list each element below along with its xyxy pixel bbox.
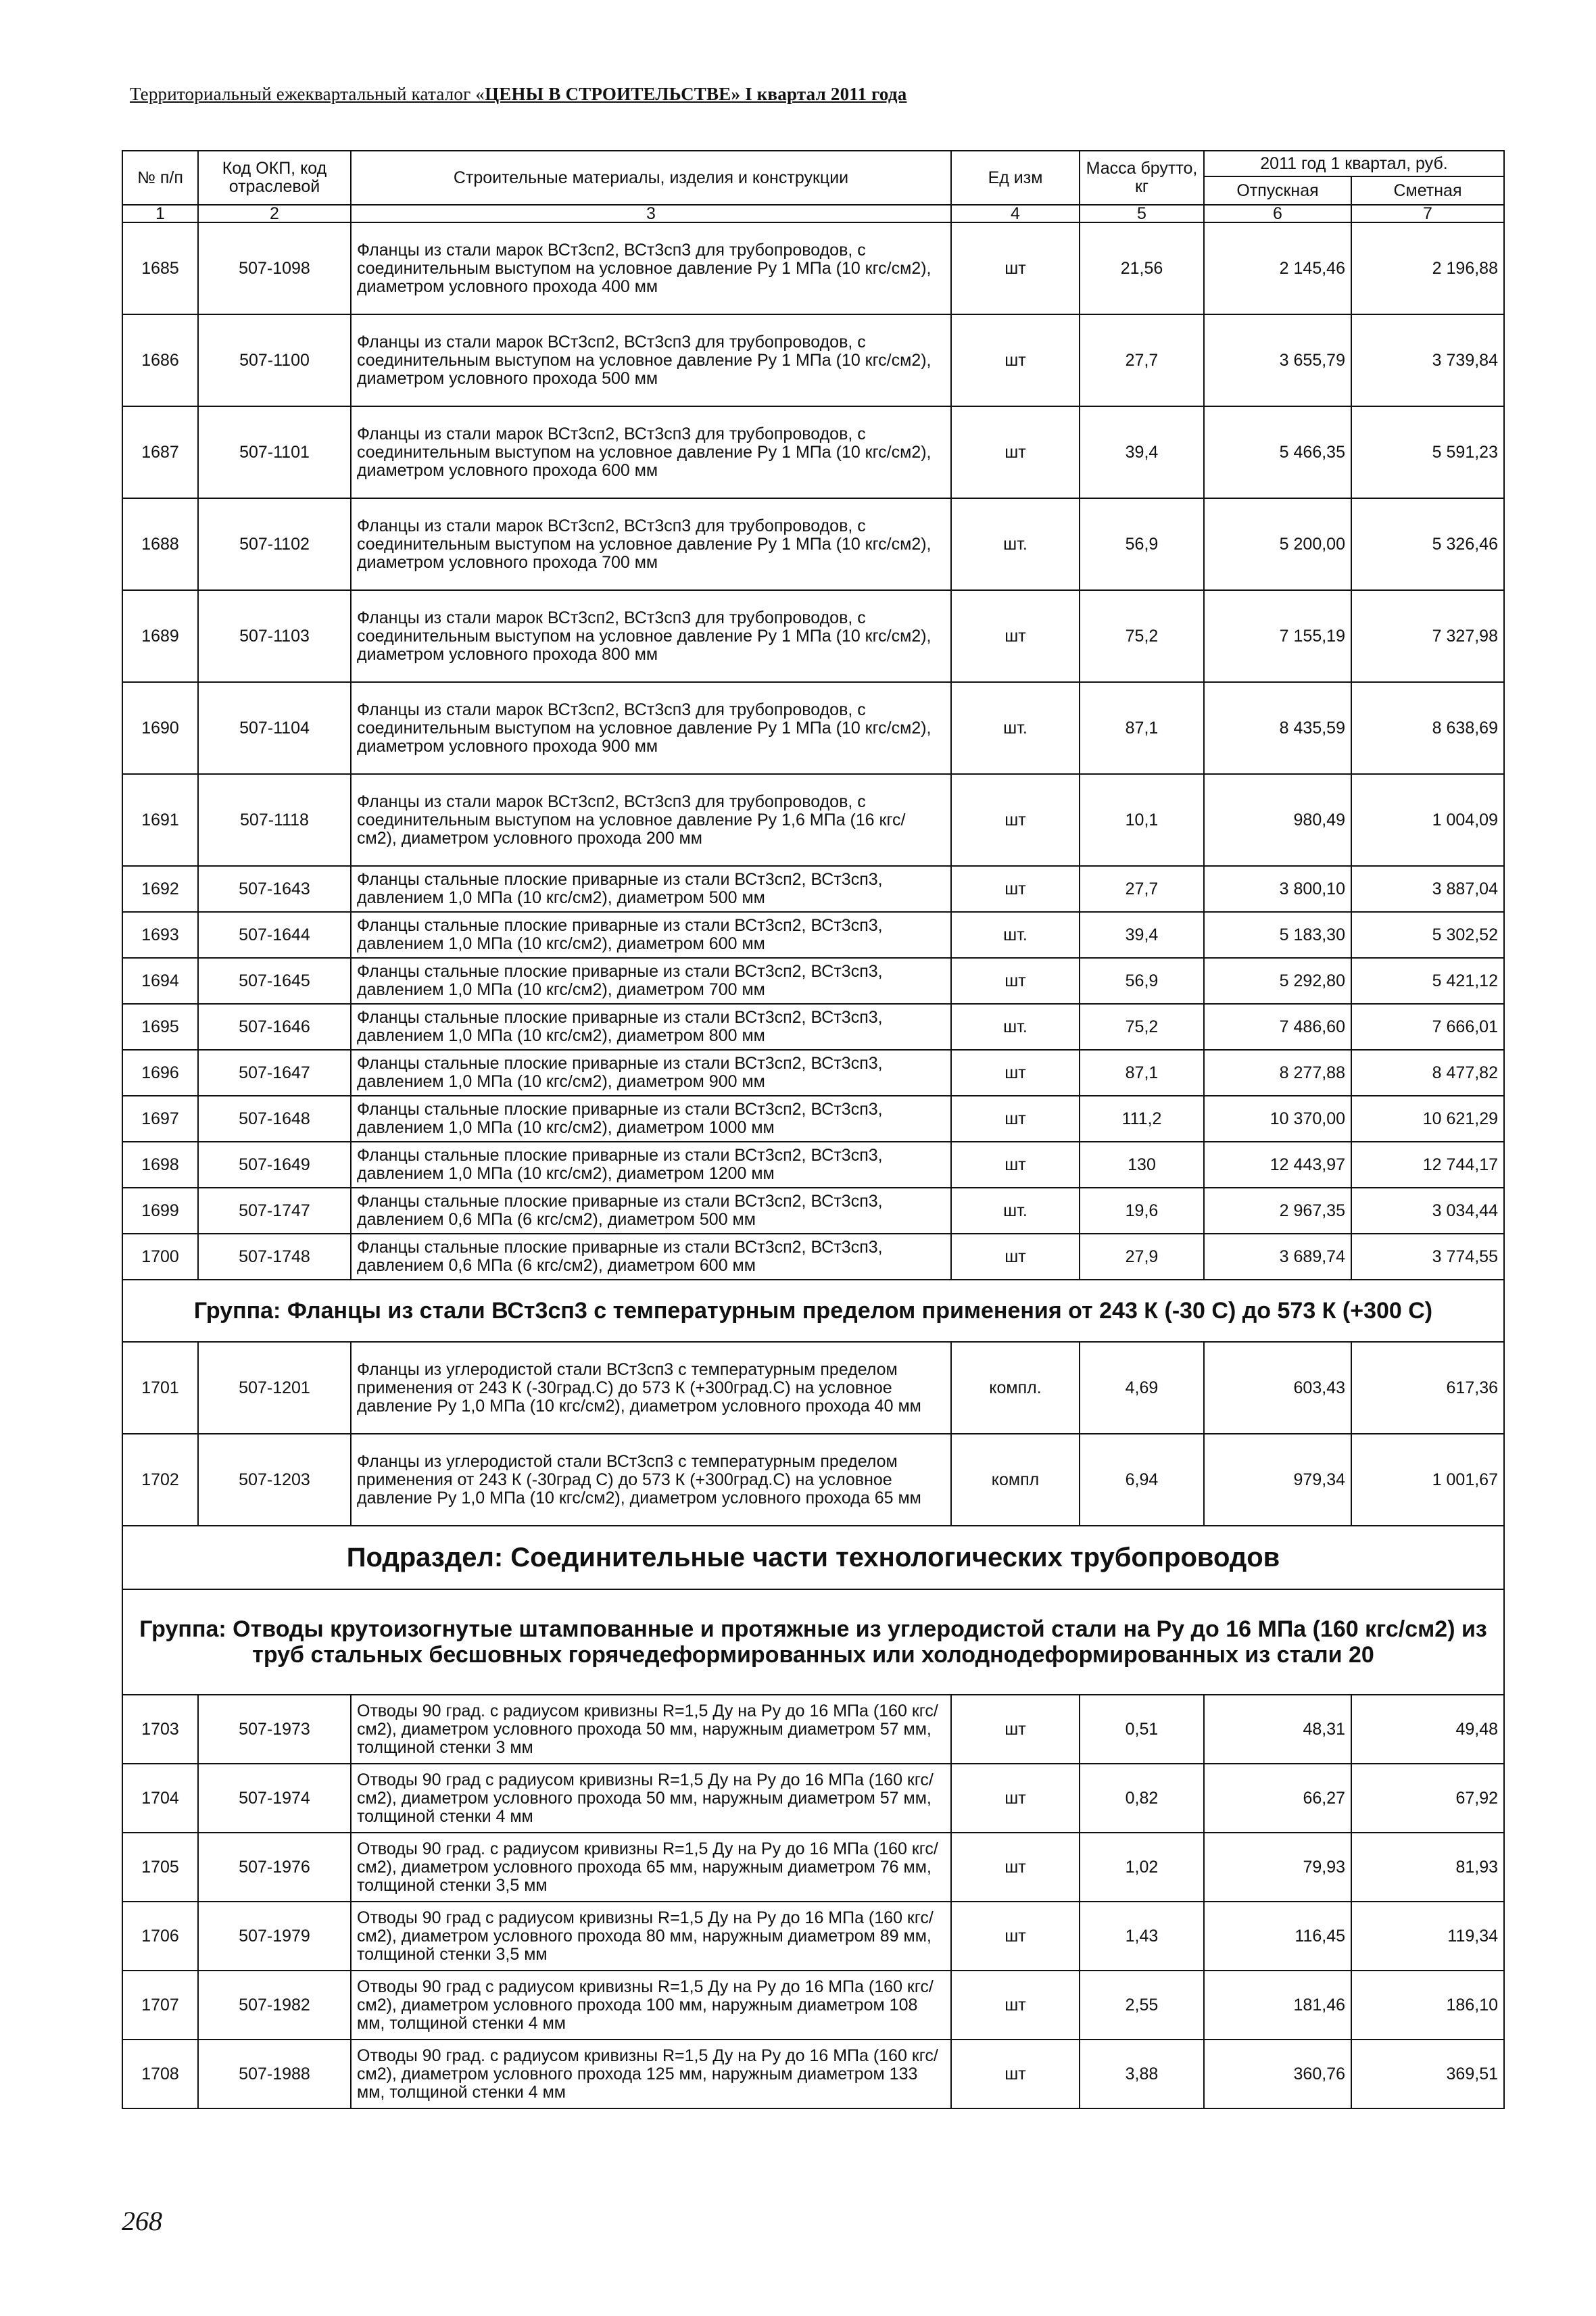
row-number: 1686 <box>122 314 198 406</box>
col-number: 5 <box>1080 205 1204 222</box>
table-row <box>122 1004 1504 1050</box>
row-mass: 111,2 <box>1080 1096 1204 1142</box>
row-code: 507-1203 <box>198 1434 351 1526</box>
row-unit: шт. <box>951 1004 1080 1050</box>
row-unit: шт <box>951 222 1080 314</box>
row-estimate-price: 5 302,52 <box>1351 912 1504 958</box>
row-number: 1691 <box>122 774 198 866</box>
row-estimate-price: 7 666,01 <box>1351 1004 1504 1050</box>
row-description: Отводы 90 град. с радиусом кривизны R=1,5 Ду на Ру до 16 МПа (160 кгс/см2), диаметром условного прохода 125 мм, наружным диаметром 133 мм, толщиной стенки 4 мм <box>351 2040 951 2108</box>
row-unit: шт <box>951 958 1080 1004</box>
group-bends <box>122 1589 1504 1695</box>
subsection-heading: Подраздел: Соединительные части технологических трубопроводов <box>122 1526 1504 1589</box>
row-unit: шт <box>951 590 1080 682</box>
row-code: 507-1979 <box>198 1902 351 1971</box>
row-description: Фланцы стальные плоские приварные из стали ВСт3сп2, ВСт3сп3, давлением 1,0 МПа (10 кгс/см2), диаметром 700 мм <box>351 958 951 1004</box>
row-number: 1698 <box>122 1142 198 1188</box>
col-header-release: Отпускная <box>1204 176 1351 205</box>
row-code: 507-1976 <box>198 1833 351 1902</box>
price-catalog-table <box>122 150 1505 2109</box>
table-row <box>122 682 1504 774</box>
row-code: 507-1649 <box>198 1142 351 1188</box>
group-flanges-temperature <box>122 1280 1504 1342</box>
page-number: 268 <box>122 2206 162 2236</box>
row-number: 1704 <box>122 1764 198 1833</box>
row-mass: 10,1 <box>1080 774 1204 866</box>
rows-flanges-temperature <box>122 1342 1504 1526</box>
row-unit: шт <box>951 314 1080 406</box>
row-release-price: 3 689,74 <box>1204 1234 1351 1280</box>
row-estimate-price: 8 477,82 <box>1351 1050 1504 1096</box>
row-description: Отводы 90 град с радиусом кривизны R=1,5 Ду на Ру до 16 МПа (160 кгс/см2), диаметром условного прохода 50 мм, наружным диаметром 57 мм, толщиной стенки 4 мм <box>351 1764 951 1833</box>
row-mass: 3,88 <box>1080 2040 1204 2108</box>
row-release-price: 116,45 <box>1204 1902 1351 1971</box>
table-row <box>122 774 1504 866</box>
col-number: 1 <box>122 205 198 222</box>
row-code: 507-1646 <box>198 1004 351 1050</box>
header-suffix: » I квартал 2011 года <box>731 84 907 104</box>
table-row <box>122 1096 1504 1142</box>
row-release-price: 5 466,35 <box>1204 406 1351 498</box>
table-row <box>122 912 1504 958</box>
row-description: Фланцы стальные плоские приварные из стали ВСт3сп2, ВСт3сп3, давлением 0,6 МПа (6 кгс/см2), диаметром 600 мм <box>351 1234 951 1280</box>
subsection-block <box>122 1526 1504 1589</box>
row-estimate-price: 49,48 <box>1351 1695 1504 1764</box>
row-estimate-price: 369,51 <box>1351 2040 1504 2108</box>
table-row <box>122 1050 1504 1096</box>
row-number: 1707 <box>122 1971 198 2040</box>
row-description: Фланцы из углеродистой стали ВСт3сп3 с температурным пределом применения от 243 К (-30град С) до 573 К (+300град.С) на условное давление Ру 1,0 МПа (10 кгс/см2), диаметром условного прохода 65 мм <box>351 1434 951 1526</box>
row-mass: 56,9 <box>1080 958 1204 1004</box>
row-estimate-price: 5 326,46 <box>1351 498 1504 590</box>
row-number: 1697 <box>122 1096 198 1142</box>
row-release-price: 5 200,00 <box>1204 498 1351 590</box>
row-estimate-price: 10 621,29 <box>1351 1096 1504 1142</box>
row-unit: шт. <box>951 498 1080 590</box>
group-heading: Группа: Фланцы из стали ВСт3сп3 с температурным пределом применения от 243 К (-30 С) до 573 К (+300 С) <box>122 1280 1504 1342</box>
col-number: 2 <box>198 205 351 222</box>
row-unit: компл <box>951 1434 1080 1526</box>
rows-flanges-collar <box>122 222 1504 866</box>
row-release-price: 980,49 <box>1204 774 1351 866</box>
header-title: ЦЕНЫ В СТРОИТЕЛЬСТВЕ <box>485 84 731 104</box>
row-estimate-price: 617,36 <box>1351 1342 1504 1434</box>
row-estimate-price: 3 774,55 <box>1351 1234 1504 1280</box>
row-mass: 21,56 <box>1080 222 1204 314</box>
row-code: 507-1982 <box>198 1971 351 2040</box>
row-description: Фланцы из стали марок ВСт3сп2, ВСт3сп3 для трубопроводов, с соединительным выступом на условное давление Ру 1 МПа (10 кгс/см2), диаметром условного прохода 500 мм <box>351 314 951 406</box>
col-header-mass: Масса брутто, кг <box>1080 151 1204 205</box>
page-header <box>130 84 906 105</box>
row-number: 1701 <box>122 1342 198 1434</box>
row-number: 1694 <box>122 958 198 1004</box>
row-mass: 27,7 <box>1080 314 1204 406</box>
table-row <box>122 222 1504 314</box>
row-code: 507-1988 <box>198 2040 351 2108</box>
row-description: Фланцы из стали марок ВСт3сп2, ВСт3сп3 для трубопроводов, с соединительным выступом на условное давление Ру 1 МПа (10 кгс/см2), диаметром условного прохода 800 мм <box>351 590 951 682</box>
table-row <box>122 498 1504 590</box>
row-release-price: 360,76 <box>1204 2040 1351 2108</box>
row-unit: шт <box>951 1902 1080 1971</box>
table-row <box>122 2040 1504 2108</box>
row-release-price: 979,34 <box>1204 1434 1351 1526</box>
row-mass: 6,94 <box>1080 1434 1204 1526</box>
row-number: 1685 <box>122 222 198 314</box>
table-row <box>122 866 1504 912</box>
row-code: 507-1201 <box>198 1342 351 1434</box>
row-code: 507-1748 <box>198 1234 351 1280</box>
row-description: Фланцы из углеродистой стали ВСт3сп3 с температурным пределом применения от 243 К (-30град.С) до 573 К (+300град.С) на условное давление Ру 1,0 МПа (10 кгс/см2), диаметром условного прохода 40 мм <box>351 1342 951 1434</box>
col-header-period: 2011 год 1 квартал, руб. <box>1204 151 1504 176</box>
row-code: 507-1643 <box>198 866 351 912</box>
row-code: 507-1648 <box>198 1096 351 1142</box>
row-unit: шт. <box>951 682 1080 774</box>
row-unit: шт <box>951 866 1080 912</box>
table-row <box>122 406 1504 498</box>
row-estimate-price: 186,10 <box>1351 1971 1504 2040</box>
row-number: 1696 <box>122 1050 198 1096</box>
row-code: 507-1645 <box>198 958 351 1004</box>
row-description: Фланцы стальные плоские приварные из стали ВСт3сп2, ВСт3сп3, давлением 1,0 МПа (10 кгс/см2), диаметром 800 мм <box>351 1004 951 1050</box>
row-mass: 1,43 <box>1080 1902 1204 1971</box>
table-row <box>122 1695 1504 1764</box>
row-code: 507-1098 <box>198 222 351 314</box>
col-number: 4 <box>951 205 1080 222</box>
row-number: 1689 <box>122 590 198 682</box>
table-row <box>122 314 1504 406</box>
row-release-price: 79,93 <box>1204 1833 1351 1902</box>
row-unit: шт. <box>951 912 1080 958</box>
table-row <box>122 1234 1504 1280</box>
col-header-estimate: Сметная <box>1351 176 1504 205</box>
row-mass: 75,2 <box>1080 590 1204 682</box>
row-description: Фланцы стальные плоские приварные из стали ВСт3сп2, ВСт3сп3, давлением 1,0 МПа (10 кгс/см2), диаметром 500 мм <box>351 866 951 912</box>
row-unit: шт <box>951 1971 1080 2040</box>
col-number: 6 <box>1204 205 1351 222</box>
table-row <box>122 1764 1504 1833</box>
row-unit: шт <box>951 406 1080 498</box>
table-row <box>122 1902 1504 1971</box>
row-description: Фланцы стальные плоские приварные из стали ВСт3сп2, ВСт3сп3, давлением 1,0 МПа (10 кгс/см2), диаметром 600 мм <box>351 912 951 958</box>
row-release-price: 66,27 <box>1204 1764 1351 1833</box>
row-description: Фланцы стальные плоские приварные из стали ВСт3сп2, ВСт3сп3, давлением 1,0 МПа (10 кгс/см2), диаметром 900 мм <box>351 1050 951 1096</box>
row-release-price: 48,31 <box>1204 1695 1351 1764</box>
row-unit: шт <box>951 1764 1080 1833</box>
table-row <box>122 1188 1504 1234</box>
row-mass: 130 <box>1080 1142 1204 1188</box>
table-row <box>122 1142 1504 1188</box>
row-number: 1699 <box>122 1188 198 1234</box>
row-unit: шт <box>951 1096 1080 1142</box>
row-unit: шт <box>951 1695 1080 1764</box>
row-number: 1705 <box>122 1833 198 1902</box>
col-header-num: № п/п <box>122 151 198 205</box>
row-code: 507-1747 <box>198 1188 351 1234</box>
row-description: Фланцы из стали марок ВСт3сп2, ВСт3сп3 для трубопроводов, с соединительным выступом на условное давление Ру 1 МПа (10 кгс/см2), диаметром условного прохода 600 мм <box>351 406 951 498</box>
row-unit: шт <box>951 2040 1080 2108</box>
row-description: Отводы 90 град с радиусом кривизны R=1,5 Ду на Ру до 16 МПа (160 кгс/см2), диаметром условного прохода 80 мм, наружным диаметром 89 мм, толщиной стенки 3,5 мм <box>351 1902 951 1971</box>
row-release-price: 3 800,10 <box>1204 866 1351 912</box>
row-number: 1688 <box>122 498 198 590</box>
row-mass: 4,69 <box>1080 1342 1204 1434</box>
header-prefix: Территориальный ежеквартальный каталог « <box>130 84 485 104</box>
row-description: Фланцы из стали марок ВСт3сп2, ВСт3сп3 для трубопроводов, с соединительным выступом на условное давление Ру 1 МПа (10 кгс/см2), диаметром условного прохода 400 мм <box>351 222 951 314</box>
row-number: 1703 <box>122 1695 198 1764</box>
row-release-price: 603,43 <box>1204 1342 1351 1434</box>
row-unit: компл. <box>951 1342 1080 1434</box>
row-description: Отводы 90 град. с радиусом кривизны R=1,5 Ду на Ру до 16 МПа (160 кгс/см2), диаметром условного прохода 50 мм, наружным диаметром 57 мм, толщиной стенки 3 мм <box>351 1695 951 1764</box>
table-row <box>122 1342 1504 1434</box>
row-mass: 39,4 <box>1080 406 1204 498</box>
row-estimate-price: 67,92 <box>1351 1764 1504 1833</box>
group-heading: Группа: Отводы крутоизогнутые штампованные и протяжные из углеродистой стали на Ру до 16 МПа (160 кгс/см2) из труб стальных бесшовных горячедеформированных или холоднодеформированных из стали 20 <box>122 1589 1504 1695</box>
row-release-price: 10 370,00 <box>1204 1096 1351 1142</box>
row-number: 1693 <box>122 912 198 958</box>
row-mass: 2,55 <box>1080 1971 1204 2040</box>
row-estimate-price: 81,93 <box>1351 1833 1504 1902</box>
rows-bends <box>122 1695 1504 2108</box>
row-code: 507-1644 <box>198 912 351 958</box>
row-release-price: 7 486,60 <box>1204 1004 1351 1050</box>
row-code: 507-1103 <box>198 590 351 682</box>
row-unit: шт. <box>951 1188 1080 1234</box>
row-description: Фланцы стальные плоские приварные из стали ВСт3сп2, ВСт3сп3, давлением 0,6 МПа (6 кгс/см2), диаметром 500 мм <box>351 1188 951 1234</box>
row-estimate-price: 3 034,44 <box>1351 1188 1504 1234</box>
row-mass: 27,7 <box>1080 866 1204 912</box>
rows-flanges-flat <box>122 866 1504 1280</box>
row-unit: шт <box>951 1234 1080 1280</box>
row-mass: 39,4 <box>1080 912 1204 958</box>
row-description: Фланцы из стали марок ВСт3сп2, ВСт3сп3 для трубопроводов, с соединительным выступом на условное давление Ру 1 МПа (10 кгс/см2), диаметром условного прохода 700 мм <box>351 498 951 590</box>
row-release-price: 2 145,46 <box>1204 222 1351 314</box>
row-code: 507-1647 <box>198 1050 351 1096</box>
row-description: Фланцы из стали марок ВСт3сп2, ВСт3сп3 для трубопроводов, с соединительным выступом на условное давление Ру 1 МПа (10 кгс/см2), диаметром условного прохода 900 мм <box>351 682 951 774</box>
row-estimate-price: 5 591,23 <box>1351 406 1504 498</box>
row-release-price: 5 292,80 <box>1204 958 1351 1004</box>
row-unit: шт <box>951 1833 1080 1902</box>
row-number: 1695 <box>122 1004 198 1050</box>
col-number: 3 <box>351 205 951 222</box>
row-code: 507-1118 <box>198 774 351 866</box>
col-header-name: Строительные материалы, изделия и конструкции <box>351 151 951 205</box>
row-description: Фланцы из стали марок ВСт3сп2, ВСт3сп3 для трубопроводов, с соединительным выступом на условное давление Ру 1,6 МПа (16 кгс/см2), диаметром условного прохода 200 мм <box>351 774 951 866</box>
row-estimate-price: 1 001,67 <box>1351 1434 1504 1526</box>
table-row <box>122 958 1504 1004</box>
row-unit: шт <box>951 774 1080 866</box>
row-unit: шт <box>951 1050 1080 1096</box>
row-code: 507-1104 <box>198 682 351 774</box>
row-release-price: 3 655,79 <box>1204 314 1351 406</box>
row-mass: 87,1 <box>1080 682 1204 774</box>
row-estimate-price: 3 739,84 <box>1351 314 1504 406</box>
row-mass: 27,9 <box>1080 1234 1204 1280</box>
row-estimate-price: 119,34 <box>1351 1902 1504 1971</box>
row-description: Отводы 90 град с радиусом кривизны R=1,5 Ду на Ру до 16 МПа (160 кгс/см2), диаметром условного прохода 100 мм, наружным диаметром 108 мм, толщиной стенки 4 мм <box>351 1971 951 2040</box>
row-mass: 1,02 <box>1080 1833 1204 1902</box>
row-description: Фланцы стальные плоские приварные из стали ВСт3сп2, ВСт3сп3, давлением 1,0 МПа (10 кгс/см2), диаметром 1200 мм <box>351 1142 951 1188</box>
row-mass: 0,51 <box>1080 1695 1204 1764</box>
table-row <box>122 1971 1504 2040</box>
row-description: Фланцы стальные плоские приварные из стали ВСт3сп2, ВСт3сп3, давлением 1,0 МПа (10 кгс/см2), диаметром 1000 мм <box>351 1096 951 1142</box>
col-header-code: Код ОКП, код отраслевой <box>198 151 351 205</box>
row-mass: 87,1 <box>1080 1050 1204 1096</box>
row-number: 1690 <box>122 682 198 774</box>
row-number: 1687 <box>122 406 198 498</box>
row-release-price: 8 277,88 <box>1204 1050 1351 1096</box>
row-estimate-price: 3 887,04 <box>1351 866 1504 912</box>
row-mass: 75,2 <box>1080 1004 1204 1050</box>
row-release-price: 181,46 <box>1204 1971 1351 2040</box>
table-row <box>122 1434 1504 1526</box>
row-estimate-price: 5 421,12 <box>1351 958 1504 1004</box>
table-row <box>122 1833 1504 1902</box>
col-header-unit: Ед изм <box>951 151 1080 205</box>
row-code: 507-1974 <box>198 1764 351 1833</box>
row-mass: 19,6 <box>1080 1188 1204 1234</box>
row-release-price: 12 443,97 <box>1204 1142 1351 1188</box>
row-code: 507-1973 <box>198 1695 351 1764</box>
table-row <box>122 590 1504 682</box>
row-description: Отводы 90 град. с радиусом кривизны R=1,5 Ду на Ру до 16 МПа (160 кгс/см2), диаметром условного прохода 65 мм, наружным диаметром 76 мм, толщиной стенки 3,5 мм <box>351 1833 951 1902</box>
col-number: 7 <box>1351 205 1504 222</box>
row-release-price: 2 967,35 <box>1204 1188 1351 1234</box>
row-unit: шт <box>951 1142 1080 1188</box>
row-number: 1700 <box>122 1234 198 1280</box>
row-code: 507-1100 <box>198 314 351 406</box>
row-number: 1708 <box>122 2040 198 2108</box>
row-estimate-price: 2 196,88 <box>1351 222 1504 314</box>
row-code: 507-1101 <box>198 406 351 498</box>
row-estimate-price: 8 638,69 <box>1351 682 1504 774</box>
row-code: 507-1102 <box>198 498 351 590</box>
row-mass: 0,82 <box>1080 1764 1204 1833</box>
row-mass: 56,9 <box>1080 498 1204 590</box>
row-release-price: 7 155,19 <box>1204 590 1351 682</box>
row-release-price: 5 183,30 <box>1204 912 1351 958</box>
row-number: 1702 <box>122 1434 198 1526</box>
row-estimate-price: 7 327,98 <box>1351 590 1504 682</box>
row-number: 1706 <box>122 1902 198 1971</box>
row-estimate-price: 12 744,17 <box>1351 1142 1504 1188</box>
row-number: 1692 <box>122 866 198 912</box>
row-release-price: 8 435,59 <box>1204 682 1351 774</box>
row-estimate-price: 1 004,09 <box>1351 774 1504 866</box>
